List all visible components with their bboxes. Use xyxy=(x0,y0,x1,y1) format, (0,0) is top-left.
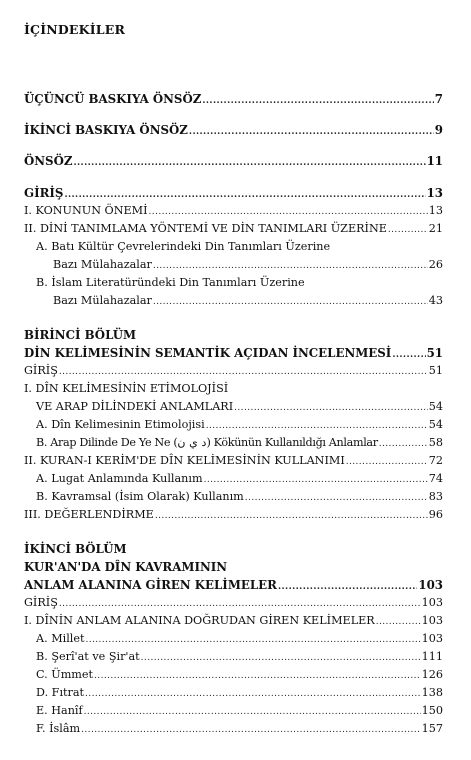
page-title: İÇİNDEKİLER xyxy=(24,22,126,37)
toc-page-number: 54 xyxy=(428,418,443,431)
toc-entry-part2-1[interactable] xyxy=(24,614,443,629)
toc-entry-part2-1f[interactable] xyxy=(36,722,443,737)
toc-entry-intro-2[interactable] xyxy=(24,222,443,237)
toc-entry-intro-2a-line2[interactable] xyxy=(53,258,443,273)
toc-page-number: 26 xyxy=(428,258,443,271)
toc-entry-intro-2a-line1[interactable]: A. Batı Kültür Çevrelerindeki Din Tanımları Üzerine xyxy=(36,240,331,253)
toc-page-number: 13 xyxy=(428,204,443,217)
dot-leader xyxy=(153,259,428,273)
toc-entry-intro-2b-line2[interactable] xyxy=(53,294,443,309)
dot-leader xyxy=(141,651,421,665)
toc-page-number: 157 xyxy=(421,722,443,735)
toc-page-number: 51 xyxy=(428,364,443,377)
toc-entry-part1-2[interactable] xyxy=(24,454,443,469)
toc-page-number: 103 xyxy=(418,578,443,592)
toc-entry-text: B. Kavramsal (İsim Olarak) Kullanım xyxy=(36,490,244,503)
toc-page-number: 21 xyxy=(428,222,443,235)
toc-entry-part2-1a[interactable] xyxy=(36,632,443,647)
toc-entry-text: DİN KELİMESİNİN SEMANTİK AÇIDAN İNCELENMESİ xyxy=(24,346,392,360)
dot-leader xyxy=(153,295,428,309)
toc-entry-text: ÖNSÖZ xyxy=(24,154,73,168)
dot-leader xyxy=(86,633,421,647)
dot-leader xyxy=(85,687,421,701)
toc-page-number: 126 xyxy=(421,668,443,681)
toc-page-number: 9 xyxy=(434,123,443,137)
toc-page-number: 103 xyxy=(421,614,443,627)
dot-leader xyxy=(245,491,428,505)
dot-leader xyxy=(202,94,433,108)
toc-entry-text: E. Hanîf xyxy=(36,704,83,717)
dot-leader xyxy=(59,597,421,611)
toc-entry-part2-1e[interactable] xyxy=(36,704,443,719)
toc-entry-part1-1-line2[interactable] xyxy=(36,400,443,415)
toc-entry-text: İKİNCİ BASKIYA ÖNSÖZ xyxy=(24,123,188,137)
dot-leader xyxy=(81,723,420,737)
dot-leader xyxy=(204,473,428,487)
toc-entry-part1-3[interactable] xyxy=(24,508,443,523)
toc-entry-part1-2b[interactable] xyxy=(36,490,443,505)
toc-entry-intro[interactable] xyxy=(24,186,443,202)
toc-page-number: 103 xyxy=(421,632,443,645)
toc-entry-text: II. DİNİ TANIMLAMA YÖNTEMİ VE DİN TANIMLARI ÜZERİNE xyxy=(24,222,387,235)
toc-entry-text: GİRİŞ xyxy=(24,364,58,377)
toc-entry-part1-1b[interactable] xyxy=(36,436,443,451)
toc-entry-text: II. KURAN-I KERİM'DE DÎN KELİMESİNİN KULLANIMI xyxy=(24,454,345,467)
part2-heading: İKİNCİ BÖLÜM xyxy=(24,542,127,556)
dot-leader xyxy=(155,509,428,523)
toc-entry-text: Bazı Mülahazalar xyxy=(53,258,152,271)
toc-entry-part2-1c[interactable] xyxy=(36,668,443,683)
toc-page-number: 72 xyxy=(428,454,443,467)
toc-entry-text: D. Fıtrat xyxy=(36,686,85,699)
dot-leader xyxy=(64,188,425,202)
dot-leader xyxy=(73,156,425,170)
toc-page-number: 103 xyxy=(421,596,443,609)
dot-leader xyxy=(376,615,421,629)
toc-entry-text: A. Dîn Kelimesinin Etimolojisi xyxy=(36,418,205,431)
toc-page-number: 43 xyxy=(428,294,443,307)
toc-entry-text: A. Millet xyxy=(36,632,85,645)
toc-entry-part1-1-line1[interactable]: I. DÎN KELİMESİNİN ETİMOLOJİSİ xyxy=(24,382,229,395)
toc-entry-text: I. DÎNİN ANLAM ALANINA DOĞRUDAN GİREN KELİMELER xyxy=(24,614,375,627)
toc-entry-part1-2a[interactable] xyxy=(36,472,443,487)
toc-page-number: 11 xyxy=(426,154,443,168)
dot-leader xyxy=(206,419,428,433)
dot-leader xyxy=(234,401,428,415)
toc-entry-text: Bazı Mülahazalar xyxy=(53,294,152,307)
dot-leader xyxy=(189,125,434,139)
toc-entry-text: B. Arap Dilinde De Ye Ne (د ي ن) Kökünün Kullanıldığı Anlamlar xyxy=(36,436,378,449)
toc-page-number: 138 xyxy=(421,686,443,699)
toc-entry-text: F. İslâm xyxy=(36,722,81,735)
toc-entry-part1-title[interactable] xyxy=(24,346,443,362)
toc-entry-text: ÜÇÜNCÜ BASKIYA ÖNSÖZ xyxy=(24,92,202,106)
toc-entry-part2-intro[interactable] xyxy=(24,596,443,611)
dot-leader xyxy=(388,223,428,237)
toc-page-number: 54 xyxy=(428,400,443,413)
toc-entry-preface[interactable] xyxy=(24,154,443,170)
toc-entry-part1-intro[interactable] xyxy=(24,364,443,379)
toc-entry-second-preface[interactable] xyxy=(24,123,443,139)
toc-entry-third-preface[interactable] xyxy=(24,92,443,108)
dot-leader xyxy=(392,348,425,362)
toc-page-number: 51 xyxy=(426,346,443,360)
toc-entry-part2-title[interactable] xyxy=(24,578,443,594)
part2-title-line1: KUR'AN'DA DÎN KAVRAMININ xyxy=(24,560,228,574)
toc-entry-text: C. Ümmet xyxy=(36,668,94,681)
toc-entry-part2-1b[interactable] xyxy=(36,650,443,665)
dot-leader xyxy=(149,205,428,219)
toc-page-number: 7 xyxy=(434,92,443,106)
toc-entry-intro-1[interactable] xyxy=(24,204,443,219)
dot-leader xyxy=(346,455,428,469)
toc-entry-part2-1d[interactable] xyxy=(36,686,443,701)
toc-entry-text: B. Şerî'at ve Şir'at xyxy=(36,650,140,663)
toc-page-number: 111 xyxy=(421,650,443,663)
toc-entry-intro-2b-line1[interactable]: B. İslam Literatüründeki Din Tanımları Üzerine xyxy=(36,276,305,289)
toc-page-number: 13 xyxy=(426,186,443,200)
toc-page-number: 150 xyxy=(421,704,443,717)
toc-entry-text: III. DEĞERLENDİRME xyxy=(24,508,154,521)
toc-page-number: 96 xyxy=(428,508,443,521)
dot-leader xyxy=(59,365,428,379)
toc-entry-text: A. Lugat Anlamında Kullanım xyxy=(36,472,203,485)
dot-leader xyxy=(84,705,421,719)
toc-entry-text: ANLAM ALANINA GİREN KELİMELER xyxy=(24,578,277,592)
part1-heading: BİRİNCİ BÖLÜM xyxy=(24,328,137,342)
toc-entry-text: GİRİŞ xyxy=(24,186,64,200)
dot-leader xyxy=(94,669,421,683)
toc-page-number: 58 xyxy=(428,436,443,449)
toc-entry-text: GİRİŞ xyxy=(24,596,58,609)
toc-entry-part1-1a[interactable] xyxy=(36,418,443,433)
toc-page-number: 83 xyxy=(428,490,443,503)
toc-entry-text: VE ARAP DİLİNDEKİ ANLAMLARI xyxy=(36,400,234,413)
dot-leader xyxy=(278,580,417,594)
dot-leader xyxy=(379,437,428,451)
toc-page-number: 74 xyxy=(428,472,443,485)
toc-entry-text: I. KONUNUN ÖNEMİ xyxy=(24,204,148,217)
